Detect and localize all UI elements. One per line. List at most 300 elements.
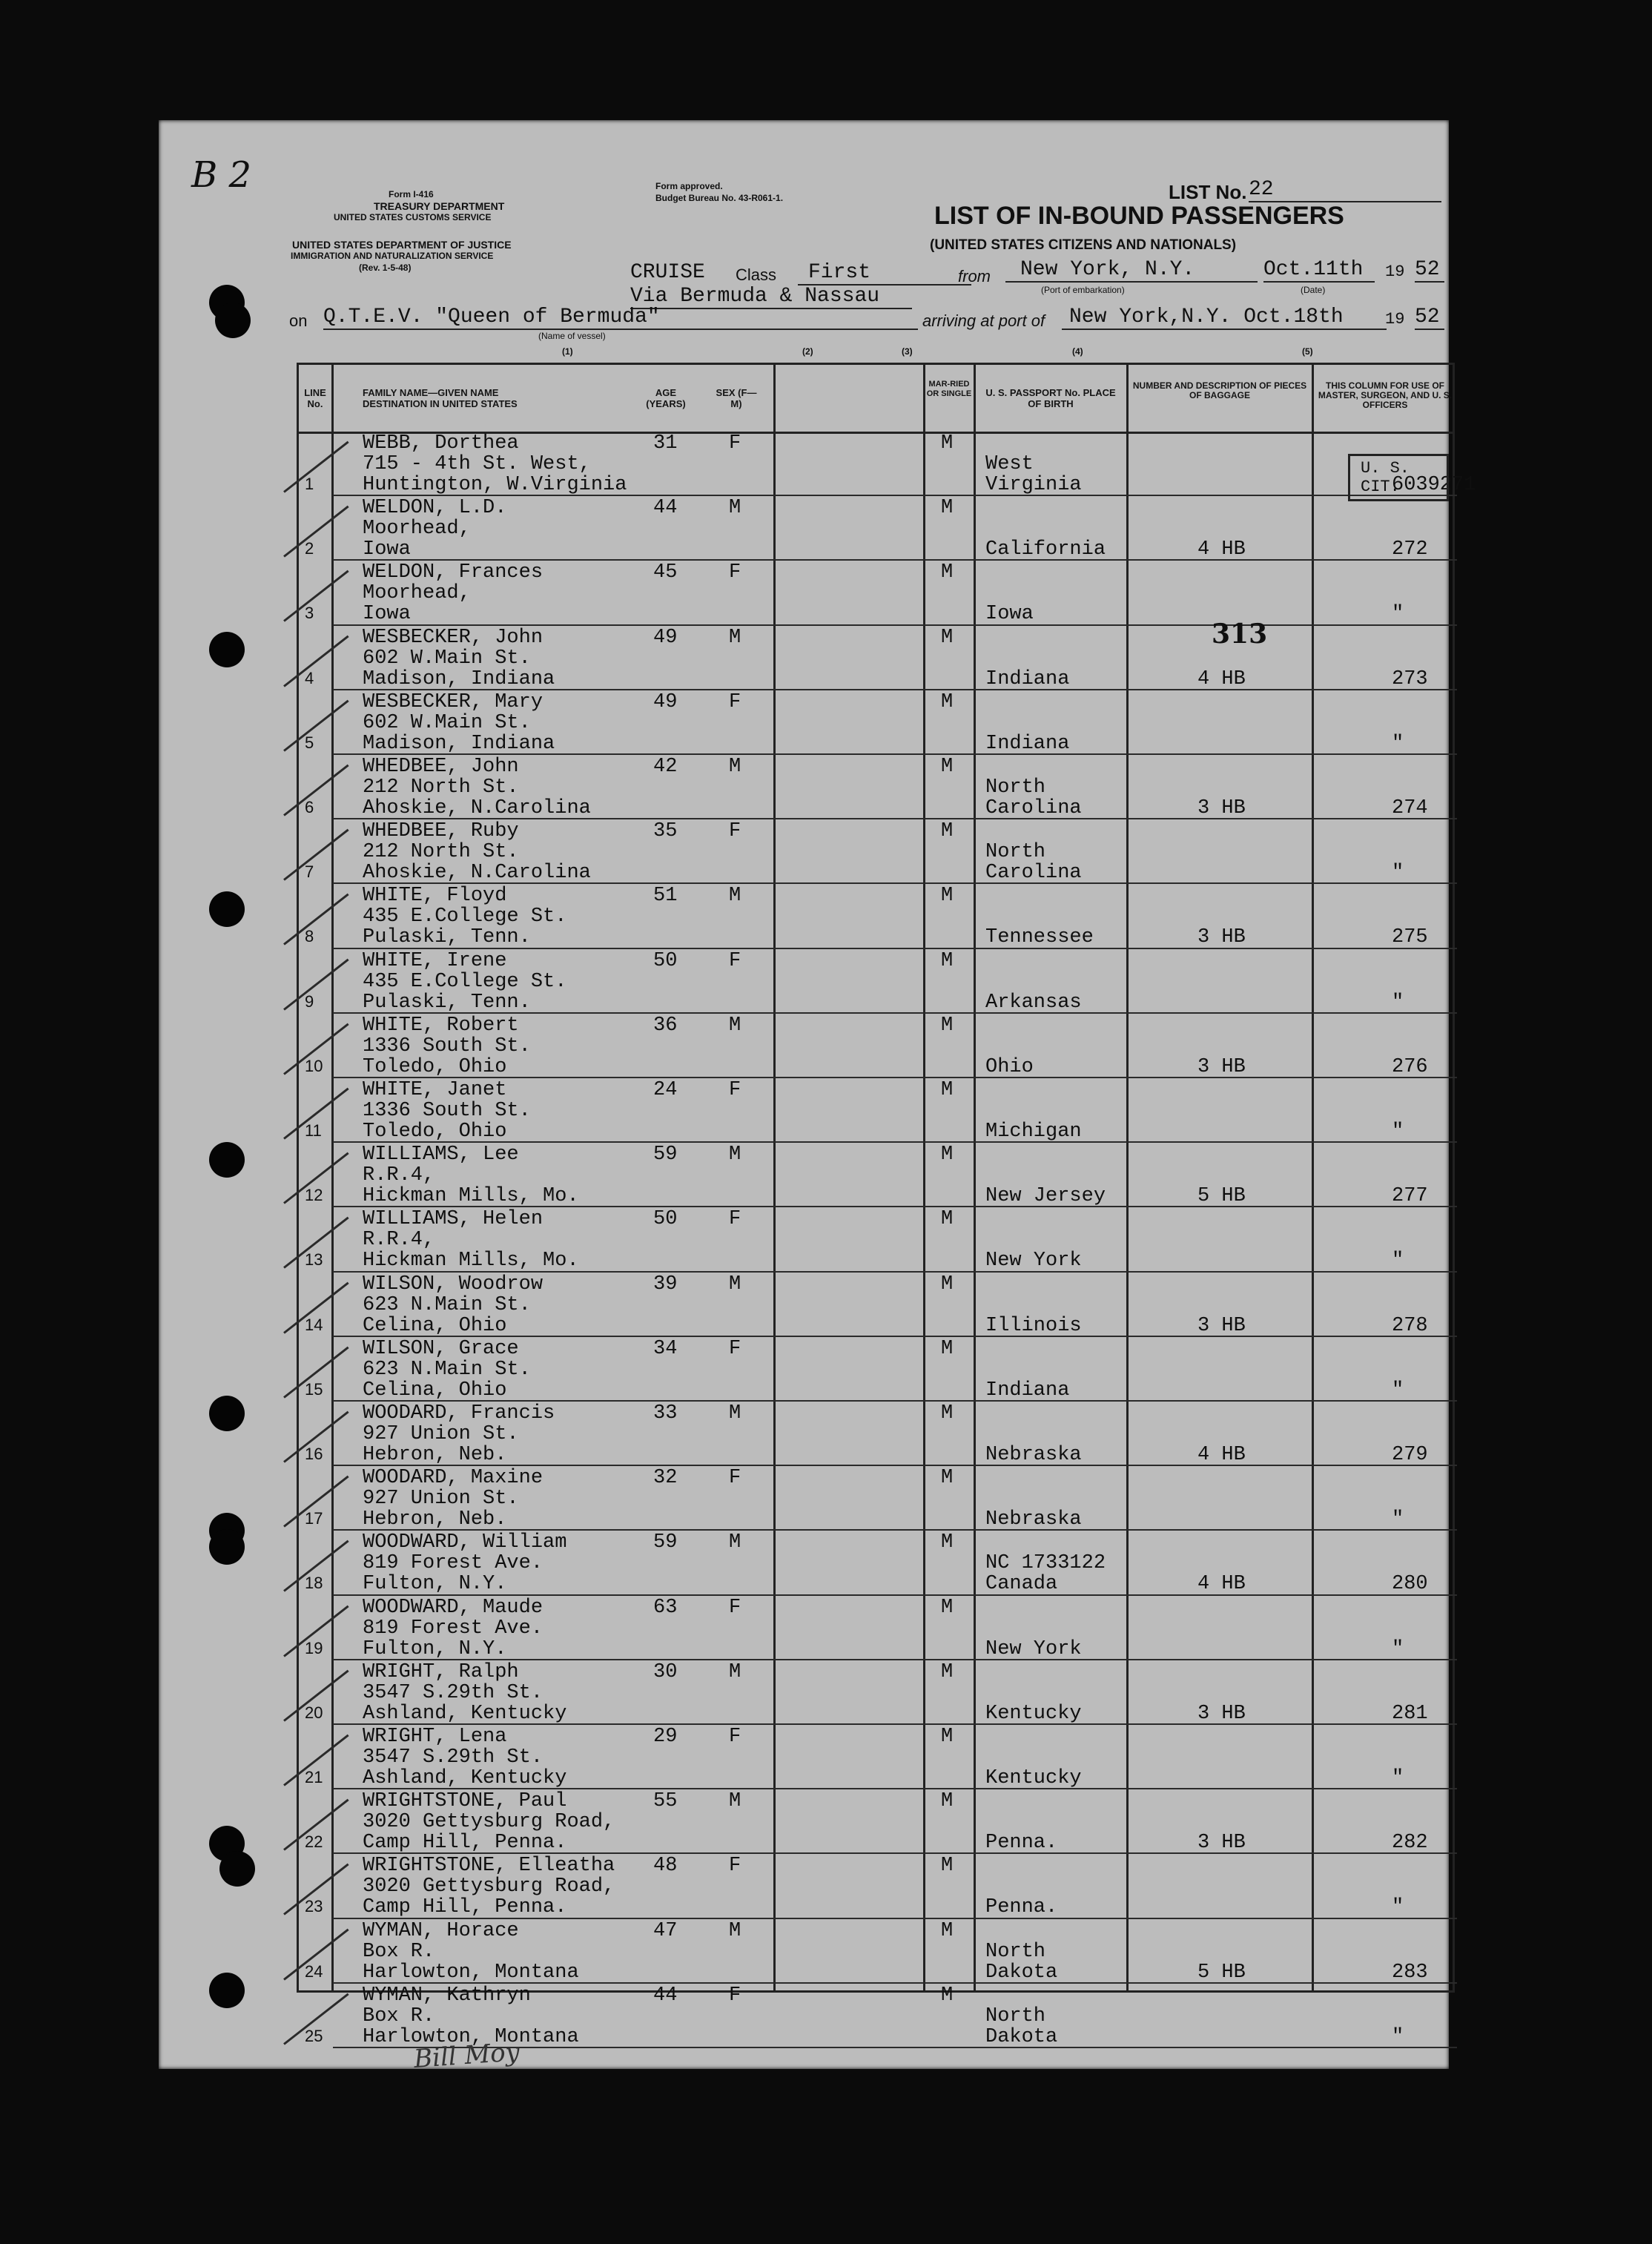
treasury-department: TREASURY DEPARTMENT [374, 200, 505, 212]
address-line-2: Hebron, Neb. [363, 1508, 507, 1531]
signature: Bill Moy [412, 2037, 521, 2074]
sex: M [729, 1531, 741, 1554]
line-number: 11 [305, 1121, 322, 1140]
address-line-2: Fulton, N.Y. [363, 1573, 507, 1596]
birthplace: Penna. [985, 1832, 1058, 1855]
marital-status: M [941, 885, 954, 908]
table-row [299, 1660, 1457, 1725]
baggage: 4 HB [1197, 1444, 1246, 1466]
birthplace: Indiana [985, 1379, 1070, 1402]
vessel-name-label: (Name of vessel) [538, 331, 606, 341]
passport-or-birth-line-1: North [985, 776, 1046, 799]
baggage: 4 HB [1197, 538, 1246, 561]
line-number: 8 [305, 927, 314, 946]
class-label: Class [736, 265, 777, 284]
table-row [299, 1337, 1457, 1402]
table-row [299, 496, 1457, 561]
line-number: 7 [305, 862, 314, 882]
officer-number: " [1392, 2025, 1404, 2048]
address-line-2: Camp Hill, Penna. [363, 1832, 567, 1855]
passenger-name: WYMAN, Horace [363, 1919, 519, 1942]
age: 47 [653, 1919, 678, 1942]
sex: M [729, 1790, 741, 1813]
officer-number: " [1392, 1250, 1404, 1273]
column-number-3: (3) [902, 346, 913, 357]
passenger-name: WILLIAMS, Helen [363, 1208, 543, 1231]
marital-status: M [941, 626, 954, 649]
line-number: 3 [305, 604, 314, 623]
age: 59 [653, 1144, 678, 1166]
table-row [299, 432, 1476, 496]
marital-status: M [941, 1079, 954, 1101]
sex: F [729, 1596, 741, 1619]
header-married: MAR-RIED OR SINGLE [926, 380, 972, 398]
justice-department: UNITED STATES DEPARTMENT OF JUSTICE [292, 239, 512, 251]
sex: F [729, 1726, 741, 1748]
passenger-name: WHITE, Janet [363, 1079, 507, 1101]
marital-status: M [941, 1402, 954, 1425]
check-mark [283, 894, 349, 946]
birthplace: California [985, 538, 1106, 561]
address-line-1: 435 E.College St. [363, 905, 567, 928]
age: 31 [653, 432, 678, 455]
passport-or-birth-line-1: North [985, 2004, 1046, 2027]
sex: F [729, 820, 741, 843]
age: 50 [653, 1208, 678, 1231]
check-mark [283, 765, 349, 816]
address-line-2: Hickman Mills, Mo. [363, 1185, 579, 1208]
table-row [299, 1596, 1457, 1660]
address-line-2: Camp Hill, Penna. [363, 1896, 567, 1919]
address-line-1: 927 Union St. [363, 1423, 519, 1445]
corner-note: B 2 [191, 154, 252, 196]
passenger-name: WHEDBEE, Ruby [363, 820, 519, 843]
passenger-name: WESBECKER, Mary [363, 690, 543, 713]
sex: M [729, 1919, 741, 1942]
table-row [299, 1207, 1457, 1272]
line-number: 25 [305, 2026, 323, 2045]
line-number: 21 [305, 1768, 323, 1786]
port-of-embarkation-label: (Port of embarkation) [1041, 285, 1125, 295]
punch-hole [209, 891, 245, 927]
passenger-name: WRIGHTSTONE, Elleatha [363, 1855, 615, 1878]
age: 36 [653, 1014, 678, 1037]
header-baggage: NUMBER AND DESCRIPTION OF PIECES OF BAGGAGE [1132, 380, 1307, 400]
punch-hole [209, 632, 245, 667]
address-line-1: 1336 South St. [363, 1034, 531, 1057]
address-line-2: Celina, Ohio [363, 1314, 507, 1337]
passenger-name: WEBB, Dorthea [363, 432, 519, 455]
address-line-1: 927 Union St. [363, 1488, 519, 1511]
header-sex: SEX (F—M) [716, 387, 757, 409]
table-row [299, 1531, 1457, 1595]
marital-status: M [941, 1660, 954, 1683]
address-line-1: 623 N.Main St. [363, 1358, 531, 1381]
date-label: (Date) [1301, 285, 1326, 295]
officer-number: " [1392, 862, 1404, 885]
line-number: 22 [305, 1832, 323, 1852]
address-line-2: Pulaski, Tenn. [363, 926, 531, 949]
age: 49 [653, 626, 678, 649]
list-title: LIST OF IN-BOUND PASSENGERS [934, 202, 1344, 230]
table-row [299, 884, 1457, 948]
birthplace: Indiana [985, 667, 1070, 690]
age: 33 [653, 1402, 678, 1425]
sex: F [729, 1079, 741, 1101]
age: 55 [653, 1790, 678, 1813]
officer-number: 6039271 [1392, 474, 1476, 496]
age: 34 [653, 1337, 678, 1360]
age: 29 [653, 1726, 678, 1748]
birthplace: Carolina [985, 862, 1082, 885]
age: 48 [653, 1855, 678, 1878]
sex: F [729, 949, 741, 972]
address-line-1: 819 Forest Ave. [363, 1552, 543, 1575]
address-line-2: Iowa [363, 538, 411, 561]
table-row [299, 1466, 1457, 1531]
address-line-2: Toledo, Ohio [363, 1055, 507, 1078]
address-line-2: Huntington, W.Virginia [363, 474, 627, 496]
line-number: 12 [305, 1186, 323, 1205]
officer-number: " [1392, 1896, 1404, 1919]
punch-hole [215, 303, 251, 338]
sex: M [729, 1273, 741, 1296]
address-line-2: Hebron, Neb. [363, 1444, 507, 1466]
sex: F [729, 432, 741, 455]
table-row [299, 1143, 1457, 1207]
baggage: 4 HB [1197, 667, 1246, 690]
address-line-1: Box R. [363, 1940, 435, 1963]
table-row [299, 949, 1457, 1014]
officer-number: " [1392, 1508, 1404, 1531]
officer-number: 280 [1392, 1573, 1428, 1596]
line-number: 18 [305, 1574, 323, 1593]
address-line-2: Toledo, Ohio [363, 1121, 507, 1143]
officer-number: 283 [1392, 1961, 1428, 1984]
table-row [299, 755, 1457, 819]
sex: M [729, 1014, 741, 1037]
sex: M [729, 885, 741, 908]
table-row [299, 1273, 1457, 1337]
passport-or-birth-line-1: NC 1733122 [985, 1552, 1106, 1575]
column-number-1: (1) [562, 346, 573, 357]
customs-service: UNITED STATES CUSTOMS SERVICE [334, 212, 492, 222]
marital-status: M [941, 690, 954, 713]
passenger-name: WELDON, Frances [363, 561, 543, 584]
birthplace: Michigan [985, 1121, 1082, 1143]
header-officers: THIS COLUMN FOR USE OF MASTER, SURGEON, AND U. S. OFFICERS [1318, 380, 1453, 410]
address-line-1: 212 North St. [363, 841, 519, 864]
birthplace: Illinois [985, 1314, 1082, 1337]
marital-status: M [941, 1596, 954, 1619]
from-label: from [958, 267, 991, 286]
birthplace: Indiana [985, 732, 1070, 755]
age: 32 [653, 1467, 678, 1490]
address-line-1: 212 North St. [363, 776, 519, 799]
age: 50 [653, 949, 678, 972]
officer-number: 279 [1392, 1444, 1428, 1466]
check-mark [283, 506, 349, 558]
age: 63 [653, 1596, 678, 1619]
address-line-2: Ahoskie, N.Carolina [363, 797, 591, 819]
passenger-name: WRIGHTSTONE, Paul [363, 1790, 567, 1813]
check-mark [283, 958, 349, 1010]
officer-number: " [1392, 1121, 1404, 1143]
address-line-2: Iowa [363, 603, 411, 626]
age: 24 [653, 1079, 678, 1101]
embarkation-date: Oct.11th [1263, 258, 1375, 283]
line-number: 23 [305, 1897, 323, 1916]
header-age: AGE (YEARS) [646, 387, 686, 409]
check-mark [283, 699, 349, 751]
marital-status: M [941, 1337, 954, 1360]
line-number: 1 [305, 475, 314, 493]
address-line-1: R.R.4, [363, 1164, 435, 1187]
birthplace: Kentucky [985, 1702, 1082, 1725]
marital-status: M [941, 756, 954, 778]
sex: M [729, 756, 741, 778]
class-value: First [798, 261, 971, 286]
marital-status: M [941, 1208, 954, 1231]
table-row [299, 626, 1457, 690]
passenger-name: WOODARD, Maxine [363, 1467, 543, 1490]
baggage: 5 HB [1197, 1961, 1246, 1984]
table-row [299, 1854, 1457, 1918]
port-of-arrival: New York,N.Y. Oct.18th [1062, 306, 1387, 330]
birthplace: Canada [985, 1573, 1058, 1596]
age: 59 [653, 1531, 678, 1554]
table-row [299, 1402, 1457, 1466]
list-no-value: 22 [1249, 178, 1441, 202]
us-citizen-stamp: U. S. CIT. [1348, 454, 1449, 501]
passenger-name: WOODARD, Francis [363, 1402, 555, 1425]
marital-status: M [941, 1014, 954, 1037]
birthplace: New York [985, 1637, 1082, 1660]
birthplace: New Jersey [985, 1185, 1106, 1208]
form-approved: Form approved. [655, 181, 723, 191]
table-row [299, 1014, 1457, 1078]
punch-hole [209, 1973, 245, 2008]
address-line-1: 1336 South St. [363, 1100, 531, 1122]
marital-status: M [941, 1273, 954, 1296]
birthplace: New York [985, 1250, 1082, 1273]
column-number-5: (5) [1302, 346, 1313, 357]
address-line-2: Harlowton, Montana [363, 2025, 579, 2048]
check-mark [283, 570, 349, 622]
address-line-1: 623 N.Main St. [363, 1293, 531, 1316]
header-name: FAMILY NAME—GIVEN NAME DESTINATION IN UNITED STATES [363, 387, 518, 409]
marital-status: M [941, 561, 954, 584]
baggage: 3 HB [1197, 926, 1246, 949]
baggage: 3 HB [1197, 1314, 1246, 1337]
table-row [299, 1984, 1457, 2048]
embarkation-year: 52 [1415, 258, 1444, 283]
line-number: 4 [305, 668, 314, 687]
marital-status: M [941, 1790, 954, 1813]
address-line-2: Harlowton, Montana [363, 1961, 579, 1984]
birthplace: Penna. [985, 1896, 1058, 1919]
table-row [299, 561, 1457, 625]
sex: M [729, 497, 741, 520]
officer-number: 281 [1392, 1702, 1428, 1725]
marital-status: M [941, 1531, 954, 1554]
officer-number: " [1392, 1379, 1404, 1402]
table-row [299, 1919, 1457, 1984]
punch-hole [219, 1851, 255, 1887]
address-line-2: Celina, Ohio [363, 1379, 507, 1402]
manifest-page [159, 120, 1476, 2074]
line-number: 13 [305, 1250, 323, 1270]
address-line-2: Ahoskie, N.Carolina [363, 862, 591, 885]
age: 45 [653, 561, 678, 584]
baggage: 3 HB [1197, 1055, 1246, 1078]
age: 42 [653, 756, 678, 778]
officer-number: 275 [1392, 926, 1428, 949]
check-mark [283, 635, 349, 687]
address-line-1: R.R.4, [363, 1229, 435, 1252]
baggage: 5 HB [1197, 1185, 1246, 1208]
age: 49 [653, 690, 678, 713]
year-prefix: 19 [1385, 263, 1405, 281]
address-line-1: 3020 Gettysburg Road, [363, 1875, 615, 1898]
baggage: 4 HB [1197, 1573, 1246, 1596]
birthplace: Tennessee [985, 926, 1094, 949]
birthplace: Iowa [985, 603, 1034, 626]
sex: M [729, 626, 741, 649]
marital-status: M [941, 497, 954, 520]
age: 39 [653, 1273, 678, 1296]
list-no-label: LIST No. [1169, 181, 1247, 203]
vessel-name: Q.T.E.V. "Queen of Bermuda" [323, 306, 918, 330]
passenger-name: WILSON, Grace [363, 1337, 519, 1360]
officer-number: 277 [1392, 1185, 1428, 1208]
line-number: 2 [305, 539, 314, 558]
address-line-1: Box R. [363, 2004, 435, 2027]
punch-hole [209, 1529, 245, 1565]
baggage: 3 HB [1197, 797, 1246, 819]
line-number: 16 [305, 1445, 323, 1463]
line-number: 9 [305, 991, 314, 1011]
baggage: 3 HB [1197, 1832, 1246, 1855]
line-number: 6 [305, 798, 314, 816]
address-line-2: Ashland, Kentucky [363, 1767, 567, 1789]
form-number: Form I-416 [389, 189, 434, 199]
address-line-1: 3020 Gettysburg Road, [363, 1811, 615, 1834]
officer-number: 272 [1392, 538, 1428, 561]
passenger-name: WOODWARD, William [363, 1531, 567, 1554]
check-mark [283, 441, 349, 493]
line-number: 14 [305, 1315, 323, 1334]
officer-number: 276 [1392, 1055, 1428, 1078]
address-line-1: 3547 S.29th St. [363, 1746, 543, 1769]
sex: F [729, 690, 741, 713]
passenger-name: WHEDBEE, John [363, 756, 519, 778]
line-number: 17 [305, 1509, 323, 1528]
officer-number: 278 [1392, 1314, 1428, 1337]
marital-status: M [941, 432, 954, 455]
officer-number: " [1392, 603, 1404, 626]
table-row [299, 1078, 1457, 1143]
officer-number: 274 [1392, 797, 1428, 819]
officer-number: 273 [1392, 667, 1428, 690]
age: 44 [653, 1984, 678, 2007]
officer-number: " [1392, 991, 1404, 1014]
sex: M [729, 1660, 741, 1683]
check-mark [283, 829, 349, 881]
address-line-2: Hickman Mills, Mo. [363, 1250, 579, 1273]
baggage: 3 HB [1197, 1702, 1246, 1725]
sex: F [729, 561, 741, 584]
arriving-label: arriving at port of [922, 311, 1045, 330]
age: 51 [653, 885, 678, 908]
marital-status: M [941, 1984, 954, 2007]
line-number: 20 [305, 1703, 323, 1722]
passenger-name: WESBECKER, John [363, 626, 543, 649]
table-row [299, 690, 1457, 755]
sex: M [729, 1144, 741, 1166]
birthplace: Nebraska [985, 1444, 1082, 1466]
punch-hole [209, 1142, 245, 1178]
address-line-1: Moorhead, [363, 518, 471, 541]
sex: F [729, 1467, 741, 1490]
line-number: 24 [305, 1961, 323, 1981]
sex: F [729, 1337, 741, 1360]
officer-number: 282 [1392, 1832, 1428, 1855]
list-subtitle: (UNITED STATES CITIZENS AND NATIONALS) [930, 237, 1237, 253]
via-route: Via Bermuda & Nassau [630, 285, 912, 309]
header-passport: U. S. PASSPORT No. PLACE OF BIRTH [985, 387, 1116, 409]
age: 44 [653, 497, 678, 520]
marital-status: M [941, 820, 954, 843]
line-number: 15 [305, 1379, 323, 1399]
age: 30 [653, 1660, 678, 1683]
birthplace: Dakota [985, 2025, 1058, 2048]
header-line-no: LINE No. [304, 387, 326, 409]
passport-or-birth-line-1: North [985, 841, 1046, 864]
birthplace: Arkansas [985, 991, 1082, 1014]
officer-number: " [1392, 1637, 1404, 1660]
sex: F [729, 1208, 741, 1231]
marital-status: M [941, 1467, 954, 1490]
passenger-name: WHITE, Irene [363, 949, 507, 972]
arrival-year: 52 [1415, 306, 1444, 330]
birthplace: Kentucky [985, 1767, 1082, 1789]
passenger-name: WOODWARD, Maude [363, 1596, 543, 1619]
age: 35 [653, 820, 678, 843]
passenger-name: WHITE, Robert [363, 1014, 519, 1037]
birthplace: Ohio [985, 1055, 1034, 1078]
address-line-2: Fulton, N.Y. [363, 1637, 507, 1660]
sex: F [729, 1855, 741, 1878]
passenger-name: WILSON, Woodrow [363, 1273, 543, 1296]
address-line-2: Madison, Indiana [363, 732, 555, 755]
column-number-4: (4) [1072, 346, 1083, 357]
address-line-2: Madison, Indiana [363, 667, 555, 690]
arrival-year-prefix: 19 [1385, 310, 1405, 329]
address-line-1: Moorhead, [363, 582, 471, 605]
address-line-2: Pulaski, Tenn. [363, 991, 531, 1014]
table-row [299, 819, 1457, 884]
officer-number: " [1392, 1767, 1404, 1789]
birthplace: Nebraska [985, 1508, 1082, 1531]
marital-status: M [941, 1919, 954, 1942]
address-line-1: 602 W.Main St. [363, 711, 531, 734]
address-line-2: Ashland, Kentucky [363, 1702, 567, 1725]
on-label: on [289, 311, 308, 330]
line-number: 5 [305, 733, 314, 752]
punch-hole [209, 1396, 245, 1431]
passport-or-birth-line-1: North [985, 1940, 1046, 1963]
